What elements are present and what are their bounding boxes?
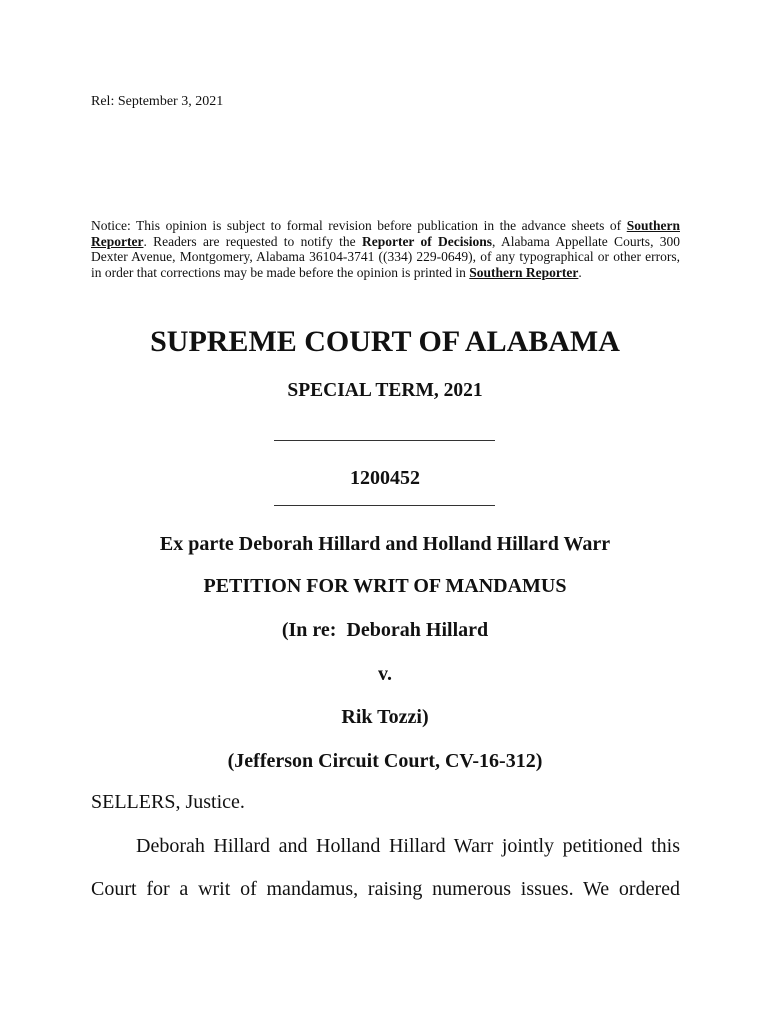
case-title: Ex parte Deborah Hillard and Holland Hillard Warr [159,533,611,555]
release-date-line: Rel: September 3, 2021 [91,94,224,109]
notice-text-3: , Alabama Appellate Courts, 300 Dexter Avenue, Montgomery, Alabama 36104-3741 ((334) 229-0649), of any typographical or other errors, in order that corrections may be made before the opinion is printed in [91,233,680,280]
lower-court-reference: (Jefferson Circuit Court, CV-16-312) [227,750,543,772]
notice-text-4: . [578,264,582,280]
notice-text-2: . Readers are requested to notify the [143,233,362,249]
in-re-defendant: Rik Tozzi) [341,706,429,728]
opinion-author-line: SELLERS, Justice. [91,791,245,813]
caption-divider-bottom [274,505,495,506]
in-re-plaintiff: (In re: Deborah Hillard [281,619,489,641]
publication-notice [91,218,680,280]
court-term: SPECIAL TERM, 2021 [287,380,483,401]
versus-label: v. [378,663,392,685]
notice-reporter-of-decisions: Reporter of Decisions [361,233,493,249]
caption-divider-top [274,440,495,441]
notice-reporter-name-2: Southern Reporter [469,264,579,280]
docket-number: 1200452 [350,467,420,489]
notice-text-1: Notice: This opinion is subject to formal revision before publication in the advance sheets of [91,218,627,233]
court-name-heading: SUPREME COURT OF ALABAMA [150,325,620,358]
notice-reporter-name-1: Southern Reporter [91,218,680,249]
proceeding-type: PETITION FOR WRIT OF MANDAMUS [203,575,567,597]
opinion-first-paragraph: Deborah Hillard and Holland Hillard Warr jointly petitioned this Court for a writ of mandamus, raising numerous issues. We ordered [91,835,680,900]
